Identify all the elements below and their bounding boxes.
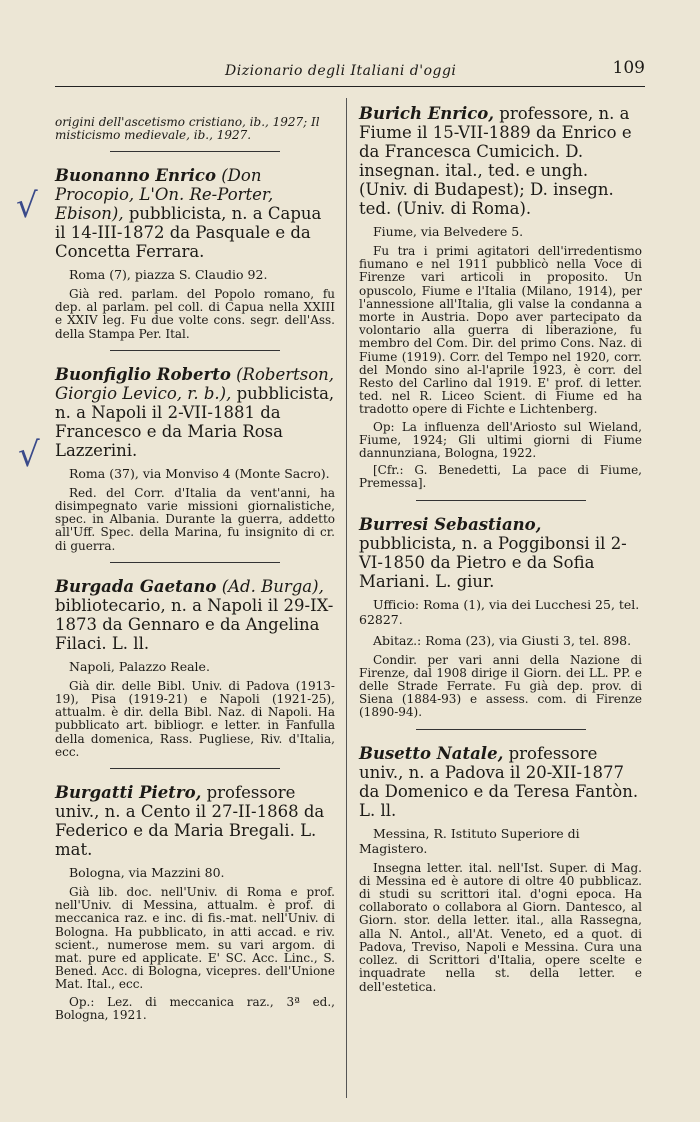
entry-summary: professore univ., n. a Padova il 20-XII-1877 da Domenico e da Teresa Fantòn. L. ll. [359,743,639,820]
entry-body: Già red. parlam. del Popolo romano, fu dep. al parlam. pel coll. di Capua nella XXIII e XXIV leg. Fu due volte cons. segr. dell'Ass. della Stampa Per. Ital. [55,287,335,341]
entry-body: Fu tra i primi agitatori dell'irredentismo fiumano e nel 1911 pubblicò nella Voce di Firenze vari articoli in proposito. Un opuscolo, Fiume e l'Italia (Milano, 1914), per l'annessione all'Italia, gli valse la condanna a morte in Austria. Dopo aver partecipato da volontario alla guerra di liberazione, fu membro del Com. Dir. del primo Cons. Naz. di Fiume (1919). Corr. del Tempo nel 1920, corr. del Mondo sino al-l'aprile 1923, è corr. del Resto del Carlino dal 1919. E' prof. di letter. ted. nel R. Liceo Scient. di Fiume ed ha tradotto opere di Fichte e Lichtenberg. [359,244,642,417]
entry-heading [359,515,642,591]
entry-body: Già lib. doc. nell'Univ. di Roma e prof. nell'Univ. di Messina, attualm. è prof. di meccanica raz. e inc. di fis.-mat. nell'Univ. di Bologna. Ha pubblicato, in atti accad. e riv. scient., numerose mem. su vari argom. di mat. pure ed applicate. E' SC. Acc. Linc., S. Bened. Acc. di Bologna, vicepres. dell'Unione Mat. Ital., ecc. [55,885,335,992]
page-number: 109 [612,58,645,78]
entry-alias: (Ad. Burga), [221,576,324,596]
entry-heading [359,744,642,820]
entry-name: Burresi Sebastiano, [359,514,542,534]
entry-body: Red. del Corr. d'Italia da vent'anni, ha disimpegnato varie missioni giornalistiche, spec. in Albania. Durante la guerra, addetto all'Uff. Spec. della Marina, fu insignito di cr. di guerra. [55,485,335,553]
entry-summary: professore, n. a Fiume il 15-VII-1889 da Enrico e da Francesca Cumicich. D. insegnan. ital., ted. e ungh. (Univ. di Budapest); D. insegn. ted. (Univ. di Roma). [359,104,632,218]
entry-summary: bibliotecario, n. a Napoli il 29-IX-1873 da Gennaro e da Angelina Filaci. L. ll. [55,595,334,653]
entry-heading [55,577,335,653]
entry-summary: professore univ., n. a Cento il 27-II-1868 da Federico e da Maria Bregali. L. mat. [55,783,325,860]
entry-home-address: Abitaz.: Roma (23), via Giusti 3, tel. 898. [373,632,632,648]
entry-address: Messina, R. Istituto Superiore di Magistero. [359,825,580,856]
handwritten-mark: √ [16,186,38,226]
handwritten-mark: √ [18,435,40,475]
entry-summary: pubblicista, n. a Capua il 14-III-1872 da Pasquale e da Concetta Ferrara. [55,204,322,261]
continued-text: origini dell'ascetismo cristiano, ib., 1927; Il misticismo medievale, ib., 1927. [55,116,335,152]
entry-body: Già dir. delle Bibl. Univ. di Padova (1913-19), Pisa (1919-21) e Napoli (1921-25), attualm. è dir. della Bibl. Naz. di Napoli. Ha pubblicato art. bibliogr. e letter. in Fanfulla della domenica, Rass. Pugliese, Riv. d'Italia, ecc. [55,678,335,759]
entry-alias: (Robertson, Giorgio Levico, r. b.), [55,364,335,403]
entry-summary: pubblicista, n. a Poggibonsi il 2-VI-1850 da Pietro e da Sofia Mariani. L. giur. [359,533,627,591]
entry-heading [359,104,642,218]
entry-summary: pubblicista, n. a Napoli il 2-VII-1881 da Francesco e da Maria Rosa Lazzerini. [55,383,335,460]
entry-burgada [55,577,335,769]
entry-name: Burgatti Pietro, [55,783,202,803]
entry-works: Op: La influenza dell'Ariosto sul Wieland, Fiume, 1924; Gli ultimi giorni di Fiume dannunziana, Bologna, 1922. [359,419,642,461]
entry-body: Insegna letter. ital. nell'Ist. Super. di Mag. di Messina ed è autore di oltre 40 pubblicaz. di studi su scrittori ital. d'ogni epoca. Ha collaborato o collabora al Giorn. Dantesco, al Giorn. stor. della letter. ital., alla Rassegna, alla N. Antol., all'At. Veneto, ed a quot. di Padova, Treviso, Napoli e Messina. Cura una collez. di Scrittori d'Italia, opere scelte e inquadrate nella st. della letter. e dell'estetica. [359,860,642,994]
entry-heading [55,166,335,261]
entry-name: Buonfiglio Roberto [55,364,231,384]
entry-burgatti [55,783,335,1022]
right-column [359,104,642,1008]
entry-busetto [359,744,642,994]
entry-body: Condir. per vari anni della Nazione di Firenze, dal 1908 dirige il Giorn. dei LL. PP. e delle Strade Ferrate. Fu già dep. prov. di Siena (1884-93) e assess. com. di Firenze (1890-94). [359,652,642,720]
entry-name: Burgada Gaetano [55,576,217,596]
entry-address: Napoli, Palazzo Reale. [69,658,210,674]
column-divider [346,98,347,1098]
entry-alias: (Don Procopio, L'On. Re-Porter, Ebison), [55,166,274,223]
entry-heading [55,365,335,460]
entry-address: Bologna, via Mazzini 80. [69,865,225,881]
entry-name: Busetto Natale, [359,743,504,763]
entry-burresi [359,515,642,730]
entry-buonfiglio [55,365,335,563]
entry-heading [55,783,335,859]
entry-reference: [Cfr.: G. Benedetti, La pace di Fiume, Premessa]. [359,463,642,491]
entry-name: Buonanno Enrico [55,166,216,185]
left-column [55,104,335,1036]
entry-works: Op.: Lez. di meccanica raz., 3ª ed., Bologna, 1921. [55,994,335,1022]
page-header [55,58,645,87]
entry-address: Roma (7), piazza S. Claudio 92. [69,267,268,282]
entry-buonanno [55,166,335,351]
entry-office-address: Ufficio: Roma (1), via dei Lucchesi 25, tel. 62827. [359,596,640,627]
entry-name: Burich Enrico, [359,104,495,123]
entry-address: Roma (37), via Monviso 4 (Monte Sacro). [69,465,330,481]
running-title: Dizionario degli Italiani d'oggi [225,63,457,79]
entry-burich [359,104,642,501]
entry-address: Fiume, via Belvedere 5. [373,224,524,239]
